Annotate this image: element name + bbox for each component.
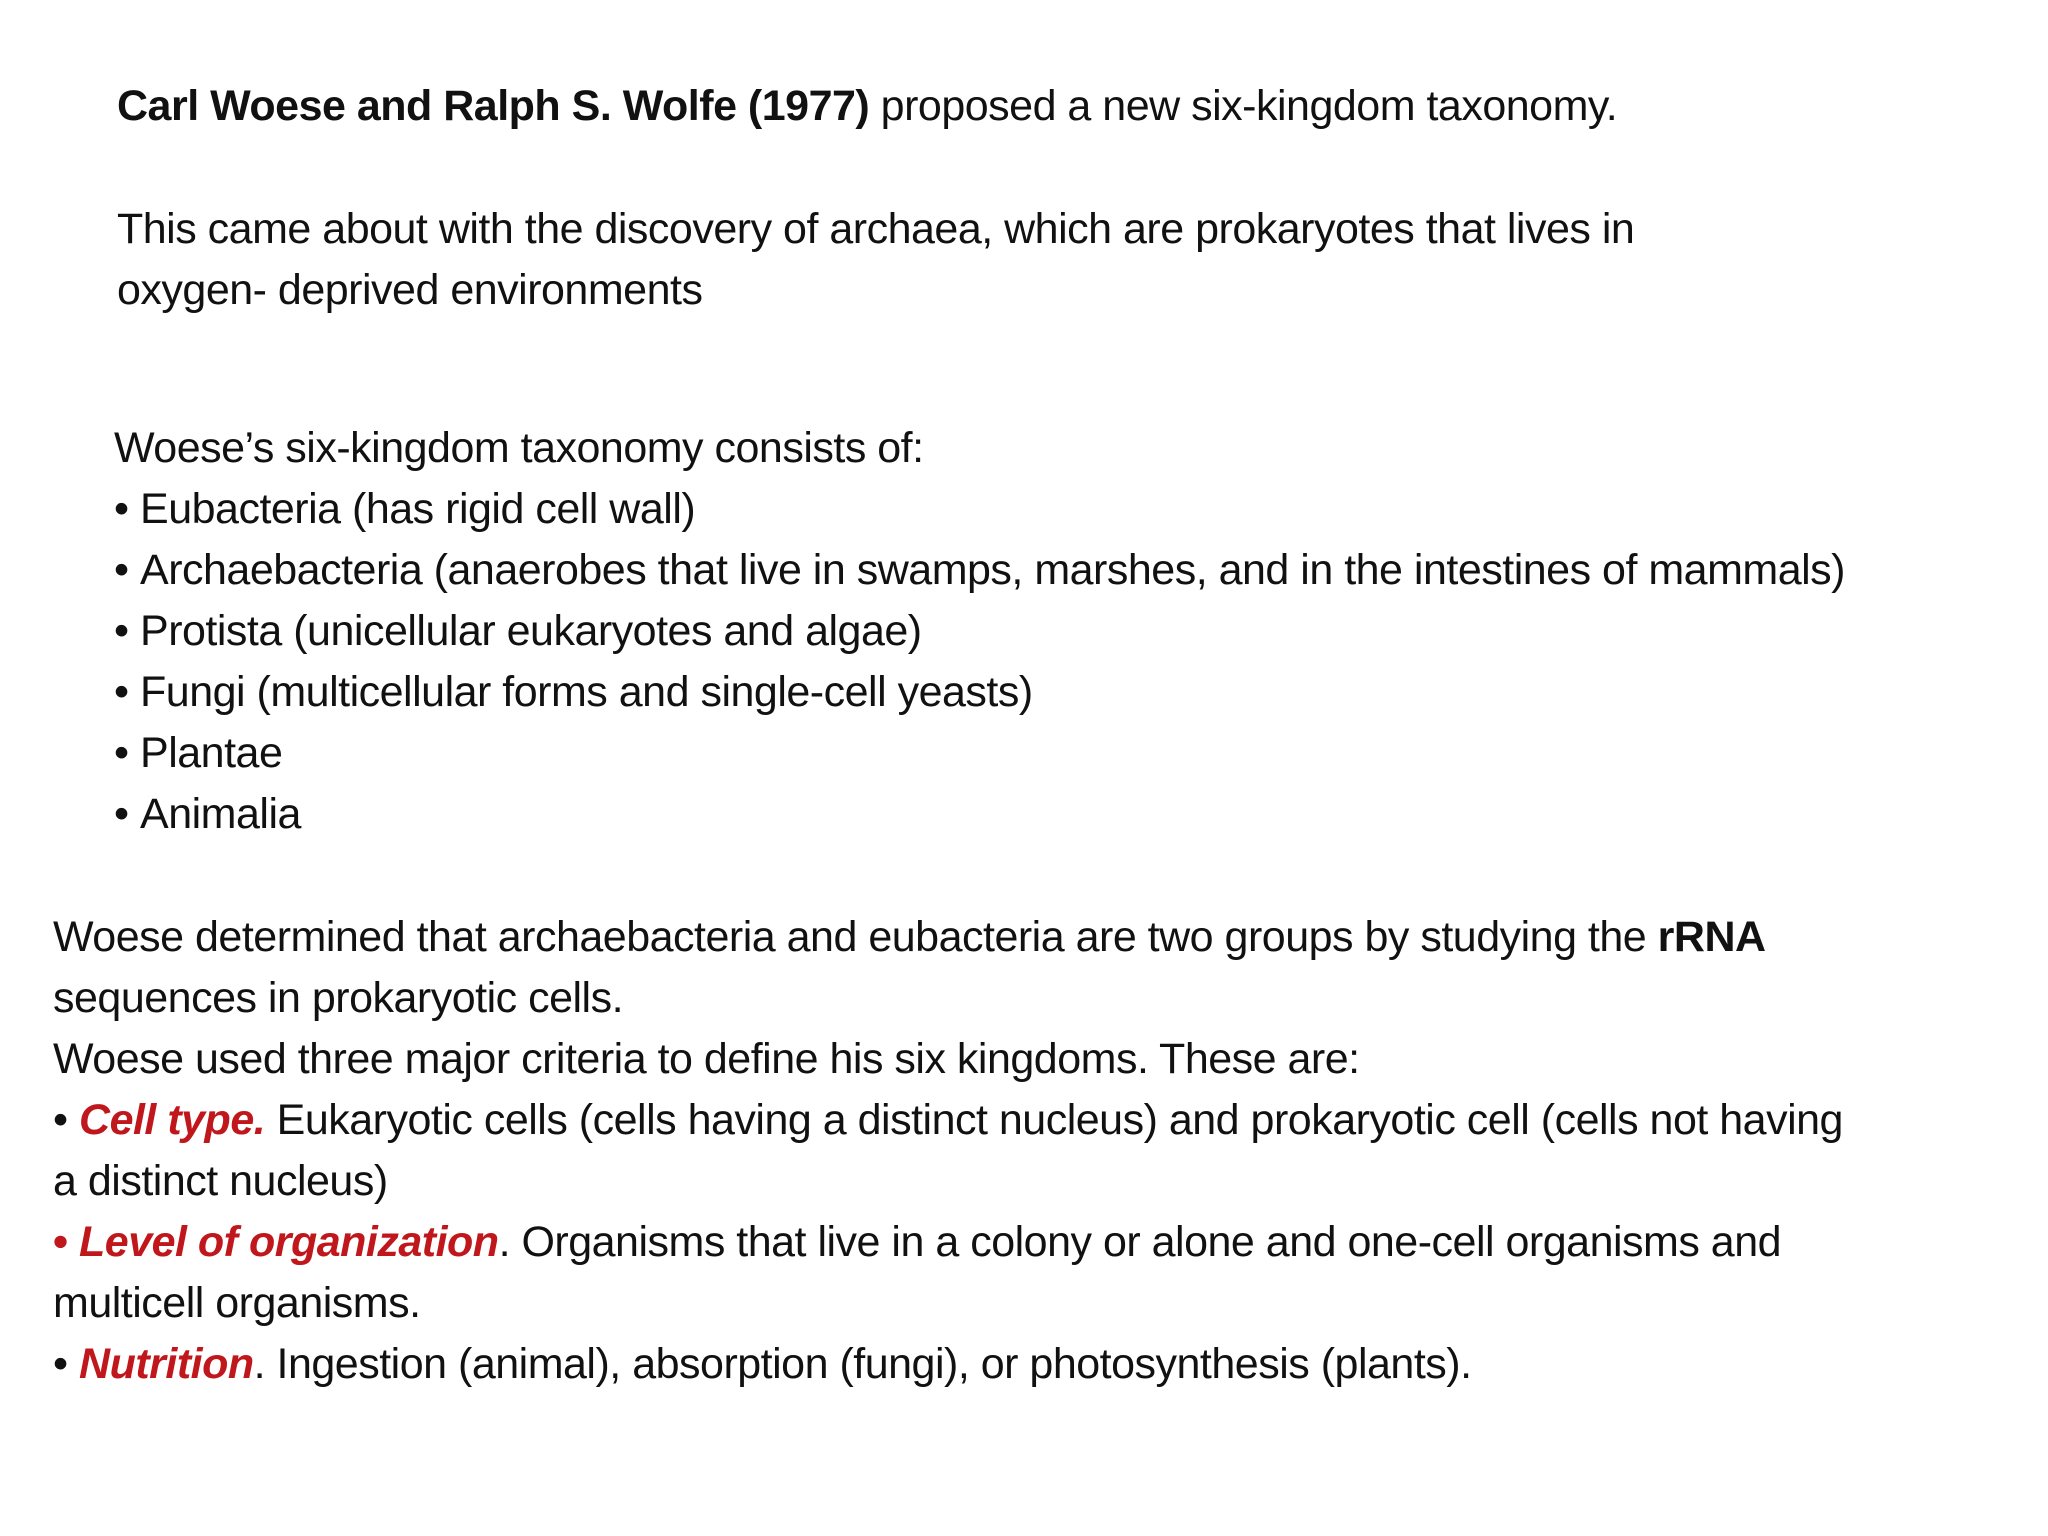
criterion-term: Cell type. xyxy=(79,1096,266,1144)
criterion-cell-type-continued: a distinct nucleus) xyxy=(53,1157,388,1205)
rrna-bold-term: rRNA xyxy=(1657,913,1766,961)
bullet: • xyxy=(114,668,129,716)
kingdom-label: Archaebacteria (anaerobes that live in swamps, marshes, and in the intestines of mammals) xyxy=(140,546,1845,594)
bullet: • xyxy=(53,1340,68,1388)
rrna-line-1 xyxy=(53,907,1766,968)
criterion-cell-type xyxy=(53,1090,1843,1151)
kingdom-item xyxy=(114,784,301,845)
kingdom-item xyxy=(114,723,282,784)
criterion-term: Level of organization xyxy=(79,1218,499,1266)
kingdom-item xyxy=(114,540,1845,601)
criterion-level-of-organization xyxy=(53,1212,1781,1273)
proposal-text: proposed a new six-kingdom taxonomy. xyxy=(869,82,1618,130)
kingdom-label: Protista (unicellular eukaryotes and algae) xyxy=(140,607,922,655)
kingdom-label: Fungi (multicellular forms and single-cell yeasts) xyxy=(140,668,1033,716)
criteria-intro: Woese used three major criteria to define his six kingdoms. These are: xyxy=(53,1035,1360,1083)
authors-text: Carl Woese and Ralph S. Wolfe (1977) xyxy=(117,82,870,130)
discovery-line-2: oxygen- deprived environments xyxy=(117,266,703,314)
criterion-description: Eukaryotic cells (cells having a distinct nucleus) and prokaryotic cell (cells not having xyxy=(265,1096,1843,1144)
kingdom-item xyxy=(114,662,1033,723)
bullet: • xyxy=(114,546,129,594)
intro-line xyxy=(117,76,1617,137)
bullet: • xyxy=(114,485,129,533)
rrna-text: Woese determined that archaebacteria and eubacteria are two groups by studying the xyxy=(53,913,1658,961)
kingdom-label: Eubacteria (has rigid cell wall) xyxy=(140,485,696,533)
kingdom-label: Plantae xyxy=(140,729,283,777)
criterion-nutrition xyxy=(53,1334,1472,1395)
bullet: • xyxy=(53,1096,68,1144)
kingdom-label: Animalia xyxy=(140,790,301,838)
criterion-level-of-organization-continued: multicell organisms. xyxy=(53,1279,421,1327)
discovery-line-1: This came about with the discovery of archaea, which are prokaryotes that lives in xyxy=(117,205,1635,253)
criterion-term: Nutrition xyxy=(79,1340,254,1388)
bullet: • xyxy=(114,607,129,655)
criterion-description: . Organisms that live in a colony or alone and one-cell organisms and xyxy=(498,1218,1782,1266)
bullet: • xyxy=(114,729,129,777)
rrna-line-2: sequences in prokaryotic cells. xyxy=(53,974,624,1022)
kingdoms-heading: Woese’s six-kingdom taxonomy consists of: xyxy=(114,424,924,472)
kingdom-item xyxy=(114,479,695,540)
bullet: • xyxy=(114,790,129,838)
criterion-description: . Ingestion (animal), absorption (fungi), or photosynthesis (plants). xyxy=(253,1340,1472,1388)
bullet: • xyxy=(53,1218,68,1266)
kingdom-item xyxy=(114,601,922,662)
